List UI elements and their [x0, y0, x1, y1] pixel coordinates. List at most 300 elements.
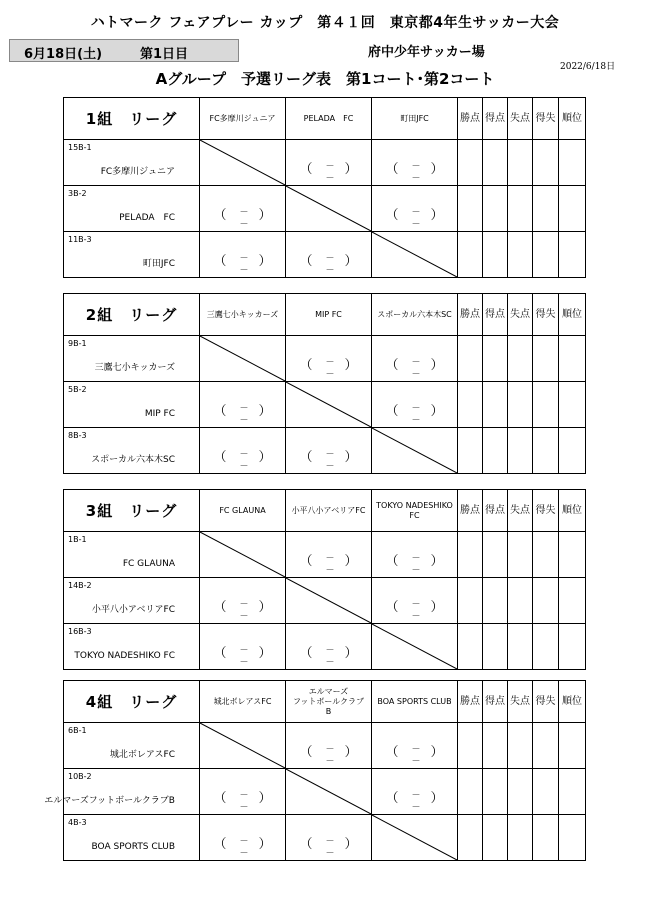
score-cell[interactable]	[372, 336, 458, 382]
score-cell[interactable]	[372, 382, 458, 428]
league-table-4	[44, 680, 585, 859]
team-row	[64, 578, 586, 624]
score-dash: －	[239, 462, 249, 472]
stat-cell[interactable]	[508, 382, 533, 428]
paren-close: ）	[430, 600, 444, 615]
score-dash: －	[325, 462, 335, 472]
paren-close: ）	[344, 554, 358, 569]
score-dash: －	[411, 208, 421, 218]
paren-open: （	[213, 791, 227, 806]
stat-cell[interactable]	[483, 815, 508, 861]
team-name: 三鷹七小キッカーズ	[94, 363, 175, 373]
team-row-label	[64, 815, 200, 861]
team-column-header: MIP FC	[286, 294, 372, 336]
diagonal-cell	[200, 336, 286, 382]
score-dash: －	[325, 658, 335, 668]
score-dash: －	[411, 554, 421, 564]
team-row	[64, 428, 586, 474]
paren-open: （	[299, 450, 313, 465]
stat-cell[interactable]	[508, 723, 533, 769]
team-row	[64, 815, 586, 861]
team-row-label	[64, 428, 200, 474]
team-row	[64, 336, 586, 382]
stat-cell[interactable]	[483, 532, 508, 578]
team-code: 6B-1	[68, 726, 87, 735]
team-name: BOA SPORTS CLUB	[91, 842, 175, 852]
date-label: 6月18日(土)	[24, 47, 103, 62]
team-name: FC GLAUNA	[122, 559, 175, 569]
paren-open: （	[213, 450, 227, 465]
document-date: 2022/6/18日	[560, 62, 616, 72]
stat-cell[interactable]	[533, 428, 559, 474]
score-cell[interactable]	[372, 532, 458, 578]
stat-header: 得失	[533, 490, 559, 532]
stat-cell[interactable]	[559, 815, 586, 861]
diagonal-cell	[372, 428, 458, 474]
team-row	[64, 382, 586, 428]
team-row-label	[64, 532, 200, 578]
team-code: 8B-3	[68, 431, 87, 440]
stat-cell[interactable]	[559, 723, 586, 769]
score-cell[interactable]	[286, 532, 372, 578]
score-cell[interactable]	[200, 769, 286, 815]
stat-cell[interactable]	[458, 815, 483, 861]
paren-open: （	[299, 358, 313, 373]
team-row-label	[44, 769, 200, 815]
stat-cell[interactable]	[533, 815, 559, 861]
stat-header: 勝点	[458, 490, 483, 532]
paren-open: （	[299, 646, 313, 661]
page-title: ハトマーク フェアプレー カップ 第４１回 東京都4年生サッカー大会	[90, 15, 560, 31]
stat-cell[interactable]	[458, 532, 483, 578]
diagonal-line	[286, 578, 371, 623]
score-dash: －	[411, 416, 421, 426]
paren-close: ）	[430, 404, 444, 419]
score-cell[interactable]	[372, 723, 458, 769]
score-dash: －	[411, 566, 421, 576]
score-dash: －	[411, 600, 421, 610]
league-name: 1組 リーグ	[64, 98, 200, 140]
stat-header: 順位	[559, 681, 586, 723]
score-dash: －	[325, 174, 335, 184]
day-label: 第1日目	[140, 47, 189, 62]
score-dash: －	[325, 837, 335, 847]
league-table-1	[63, 97, 585, 275]
score-dash: －	[239, 658, 249, 668]
stat-cell[interactable]	[559, 624, 586, 670]
score-dash: －	[239, 612, 249, 622]
team-row	[64, 232, 586, 278]
stat-header: 順位	[559, 294, 586, 336]
team-name: PELADA FC	[119, 213, 175, 223]
team-row-label	[64, 624, 200, 670]
score-dash: －	[239, 266, 249, 276]
stat-cell[interactable]	[559, 140, 586, 186]
diagonal-cell	[372, 815, 458, 861]
team-row	[64, 532, 586, 578]
diagonal-line	[286, 769, 371, 814]
league-name: 3組 リーグ	[64, 490, 200, 532]
stat-cell[interactable]	[458, 769, 483, 815]
score-dash: －	[239, 849, 249, 859]
stat-header: 得点	[483, 490, 508, 532]
paren-open: （	[299, 554, 313, 569]
team-code: 11B-3	[68, 235, 92, 244]
stat-cell[interactable]	[483, 769, 508, 815]
league-table-2	[63, 293, 585, 471]
team-column-header: PELADA FC	[286, 98, 372, 140]
paren-open: （	[385, 554, 399, 569]
score-cell[interactable]	[286, 815, 372, 861]
team-row-label	[64, 140, 200, 186]
score-dash: －	[411, 404, 421, 414]
paren-open: （	[385, 358, 399, 373]
score-cell[interactable]	[200, 428, 286, 474]
team-code: 4B-3	[68, 818, 87, 827]
paren-open: （	[385, 600, 399, 615]
stat-cell[interactable]	[508, 140, 533, 186]
paren-close: ）	[344, 837, 358, 852]
stat-cell[interactable]	[458, 140, 483, 186]
team-name: MIP FC	[144, 409, 175, 419]
stat-cell[interactable]	[508, 769, 533, 815]
stat-header: 勝点	[458, 294, 483, 336]
score-cell[interactable]	[200, 382, 286, 428]
date-box	[9, 39, 239, 62]
team-code: 3B-2	[68, 189, 87, 198]
header-row	[64, 490, 586, 532]
team-row-label	[64, 232, 200, 278]
paren-close: ）	[258, 600, 272, 615]
score-dash: －	[239, 791, 249, 801]
diagonal-line	[200, 336, 285, 381]
stat-header: 得失	[533, 98, 559, 140]
team-code: 1B-1	[68, 535, 87, 544]
score-dash: －	[325, 266, 335, 276]
paren-close: ）	[258, 450, 272, 465]
score-cell[interactable]	[200, 186, 286, 232]
team-column-header: FC GLAUNA	[200, 490, 286, 532]
stat-header: 順位	[559, 490, 586, 532]
team-column-header: TOKYO NADESHIKO FC	[372, 490, 458, 532]
team-row	[64, 624, 586, 670]
team-column-header: 小平八小アベリアFC	[286, 490, 372, 532]
header-row	[64, 98, 586, 140]
stat-cell[interactable]	[533, 336, 559, 382]
team-name: 町田JFC	[142, 259, 175, 269]
score-cell[interactable]	[372, 140, 458, 186]
paren-open: （	[213, 646, 227, 661]
score-dash: －	[325, 646, 335, 656]
stat-cell[interactable]	[458, 336, 483, 382]
score-dash: －	[325, 554, 335, 564]
paren-close: ）	[430, 745, 444, 760]
paren-close: ）	[258, 837, 272, 852]
header-row	[64, 681, 586, 723]
stat-cell[interactable]	[458, 232, 483, 278]
paren-close: ）	[344, 745, 358, 760]
stat-cell[interactable]	[508, 815, 533, 861]
stat-header: 得点	[483, 681, 508, 723]
score-dash: －	[239, 837, 249, 847]
team-row-label	[64, 578, 200, 624]
score-cell[interactable]	[200, 578, 286, 624]
diagonal-line	[372, 232, 457, 277]
team-name: 城北ボレアスFC	[109, 750, 175, 760]
score-dash: －	[325, 757, 335, 767]
stat-cell[interactable]	[559, 336, 586, 382]
score-dash: －	[239, 254, 249, 264]
team-row	[64, 186, 586, 232]
team-row-label	[64, 186, 200, 232]
paren-close: ）	[430, 358, 444, 373]
diagonal-line	[200, 723, 285, 768]
stat-cell[interactable]	[483, 624, 508, 670]
paren-open: （	[213, 404, 227, 419]
score-dash: －	[411, 745, 421, 755]
score-cell[interactable]	[286, 723, 372, 769]
paren-close: ）	[258, 254, 272, 269]
paren-close: ）	[344, 358, 358, 373]
stat-header: 得点	[483, 98, 508, 140]
diagonal-line	[372, 624, 457, 669]
paren-close: ）	[344, 162, 358, 177]
stat-cell[interactable]	[533, 769, 559, 815]
stat-cell[interactable]	[483, 382, 508, 428]
stat-header: 得失	[533, 294, 559, 336]
score-cell[interactable]	[286, 140, 372, 186]
stat-cell[interactable]	[508, 336, 533, 382]
score-dash: －	[325, 370, 335, 380]
paren-close: ）	[258, 208, 272, 223]
score-dash: －	[411, 220, 421, 230]
stat-cell[interactable]	[483, 336, 508, 382]
diagonal-cell	[286, 769, 372, 815]
paren-open: （	[299, 254, 313, 269]
paren-close: ）	[430, 791, 444, 806]
stat-cell[interactable]	[483, 232, 508, 278]
score-cell[interactable]	[286, 624, 372, 670]
stat-cell[interactable]	[483, 578, 508, 624]
team-column-header: スポーカル六本木SC	[372, 294, 458, 336]
stat-cell[interactable]	[458, 382, 483, 428]
diagonal-cell	[286, 578, 372, 624]
stat-cell[interactable]	[533, 382, 559, 428]
stat-cell[interactable]	[483, 186, 508, 232]
score-dash: －	[325, 450, 335, 460]
diagonal-line	[372, 428, 457, 473]
score-dash: －	[239, 450, 249, 460]
stat-cell[interactable]	[508, 428, 533, 474]
score-dash: －	[411, 162, 421, 172]
paren-open: （	[299, 837, 313, 852]
score-cell[interactable]	[372, 769, 458, 815]
stat-cell[interactable]	[559, 186, 586, 232]
stat-cell[interactable]	[458, 624, 483, 670]
paren-open: （	[385, 745, 399, 760]
stat-cell[interactable]	[533, 232, 559, 278]
score-dash: －	[239, 646, 249, 656]
stat-cell[interactable]	[559, 578, 586, 624]
diagonal-cell	[200, 723, 286, 769]
league-name: 2組 リーグ	[64, 294, 200, 336]
team-code: 10B-2	[68, 772, 92, 781]
team-code: 5B-2	[68, 385, 87, 394]
stat-cell[interactable]	[559, 428, 586, 474]
score-cell[interactable]	[286, 232, 372, 278]
score-dash: －	[411, 358, 421, 368]
team-code: 14B-2	[68, 581, 92, 590]
team-code: 16B-3	[68, 627, 92, 636]
score-cell[interactable]	[200, 624, 286, 670]
score-cell[interactable]	[372, 578, 458, 624]
paren-close: ）	[430, 554, 444, 569]
diagonal-line	[286, 382, 371, 427]
paren-close: ）	[430, 162, 444, 177]
team-code: 9B-1	[68, 339, 87, 348]
stat-header: 勝点	[458, 681, 483, 723]
team-column-header: 城北ボレアスFC	[200, 681, 286, 723]
score-dash: －	[411, 370, 421, 380]
team-row-label	[64, 723, 200, 769]
diagonal-cell	[372, 624, 458, 670]
team-row-label	[64, 336, 200, 382]
team-column-header: FC多摩川ジュニア	[200, 98, 286, 140]
stat-header: 順位	[559, 98, 586, 140]
team-name: 小平八小アベリアFC	[91, 605, 175, 615]
paren-open: （	[385, 404, 399, 419]
score-dash: －	[325, 358, 335, 368]
score-cell[interactable]	[372, 186, 458, 232]
stat-cell[interactable]	[533, 624, 559, 670]
paren-open: （	[385, 208, 399, 223]
stat-cell[interactable]	[533, 578, 559, 624]
paren-close: ）	[344, 450, 358, 465]
score-dash: －	[411, 791, 421, 801]
score-dash: －	[325, 566, 335, 576]
stat-cell[interactable]	[508, 232, 533, 278]
paren-close: ）	[430, 208, 444, 223]
stat-header: 勝点	[458, 98, 483, 140]
team-row	[64, 723, 586, 769]
score-dash: －	[411, 757, 421, 767]
stat-cell[interactable]	[458, 578, 483, 624]
paren-close: ）	[344, 254, 358, 269]
score-dash: －	[239, 404, 249, 414]
diagonal-cell	[372, 232, 458, 278]
stat-cell[interactable]	[458, 186, 483, 232]
stat-cell[interactable]	[533, 186, 559, 232]
team-name: スポーカル六本木SC	[91, 455, 175, 465]
paren-open: （	[213, 837, 227, 852]
score-dash: －	[239, 600, 249, 610]
score-dash: －	[411, 803, 421, 813]
stat-header: 失点	[508, 490, 533, 532]
team-column-header: BOA SPORTS CLUB	[372, 681, 458, 723]
team-name: FC多摩川ジュニア	[100, 167, 175, 177]
score-dash: －	[239, 803, 249, 813]
team-name: エルマーズフットボールクラブB	[44, 796, 175, 806]
stat-cell[interactable]	[559, 532, 586, 578]
score-dash: －	[239, 220, 249, 230]
team-column-header: 町田JFC	[372, 98, 458, 140]
league-name: 4組 リーグ	[64, 681, 200, 723]
paren-close: ）	[258, 791, 272, 806]
paren-open: （	[299, 162, 313, 177]
venue: 府中少年サッカー場	[368, 45, 485, 60]
score-cell[interactable]	[200, 232, 286, 278]
team-column-header: エルマーズ フットボールクラブ B	[286, 681, 372, 723]
team-row	[64, 140, 586, 186]
paren-open: （	[385, 791, 399, 806]
stat-cell[interactable]	[508, 578, 533, 624]
team-code: 15B-1	[68, 143, 92, 152]
stat-cell[interactable]	[508, 186, 533, 232]
score-cell[interactable]	[200, 815, 286, 861]
page-subtitle: Aグループ 予選リーグ表 第1コート･第2コート	[155, 70, 495, 88]
stat-cell[interactable]	[508, 624, 533, 670]
diagonal-line	[286, 186, 371, 231]
stat-cell[interactable]	[483, 723, 508, 769]
stat-header: 失点	[508, 294, 533, 336]
score-cell[interactable]	[286, 336, 372, 382]
team-row	[64, 769, 586, 815]
stat-cell[interactable]	[559, 232, 586, 278]
team-name: TOKYO NADESHIKO FC	[74, 651, 175, 661]
diagonal-cell	[286, 186, 372, 232]
paren-close: ）	[258, 404, 272, 419]
stat-cell[interactable]	[533, 140, 559, 186]
stat-cell[interactable]	[533, 723, 559, 769]
stat-header: 得失	[533, 681, 559, 723]
header-row	[64, 294, 586, 336]
stat-cell[interactable]	[483, 428, 508, 474]
score-dash: －	[325, 254, 335, 264]
paren-close: ）	[344, 646, 358, 661]
stat-cell[interactable]	[559, 382, 586, 428]
paren-open: （	[299, 745, 313, 760]
score-dash: －	[325, 162, 335, 172]
paren-open: （	[213, 254, 227, 269]
stat-cell[interactable]	[483, 140, 508, 186]
stat-header: 得点	[483, 294, 508, 336]
stat-header: 失点	[508, 681, 533, 723]
paren-open: （	[213, 600, 227, 615]
diagonal-line	[200, 532, 285, 577]
diagonal-cell	[200, 140, 286, 186]
stat-cell[interactable]	[508, 532, 533, 578]
score-dash: －	[239, 208, 249, 218]
score-dash: －	[239, 416, 249, 426]
diagonal-line	[372, 815, 457, 860]
stat-cell[interactable]	[533, 532, 559, 578]
team-row-label	[64, 382, 200, 428]
stat-cell[interactable]	[458, 723, 483, 769]
score-dash: －	[325, 745, 335, 755]
score-cell[interactable]	[286, 428, 372, 474]
diagonal-cell	[286, 382, 372, 428]
league-table-3	[63, 489, 585, 667]
score-dash: －	[325, 849, 335, 859]
paren-open: （	[385, 162, 399, 177]
diagonal-cell	[200, 532, 286, 578]
score-dash: －	[411, 174, 421, 184]
stat-header: 失点	[508, 98, 533, 140]
stat-cell[interactable]	[458, 428, 483, 474]
diagonal-line	[200, 140, 285, 185]
team-column-header: 三鷹七小キッカーズ	[200, 294, 286, 336]
stat-cell[interactable]	[559, 769, 586, 815]
